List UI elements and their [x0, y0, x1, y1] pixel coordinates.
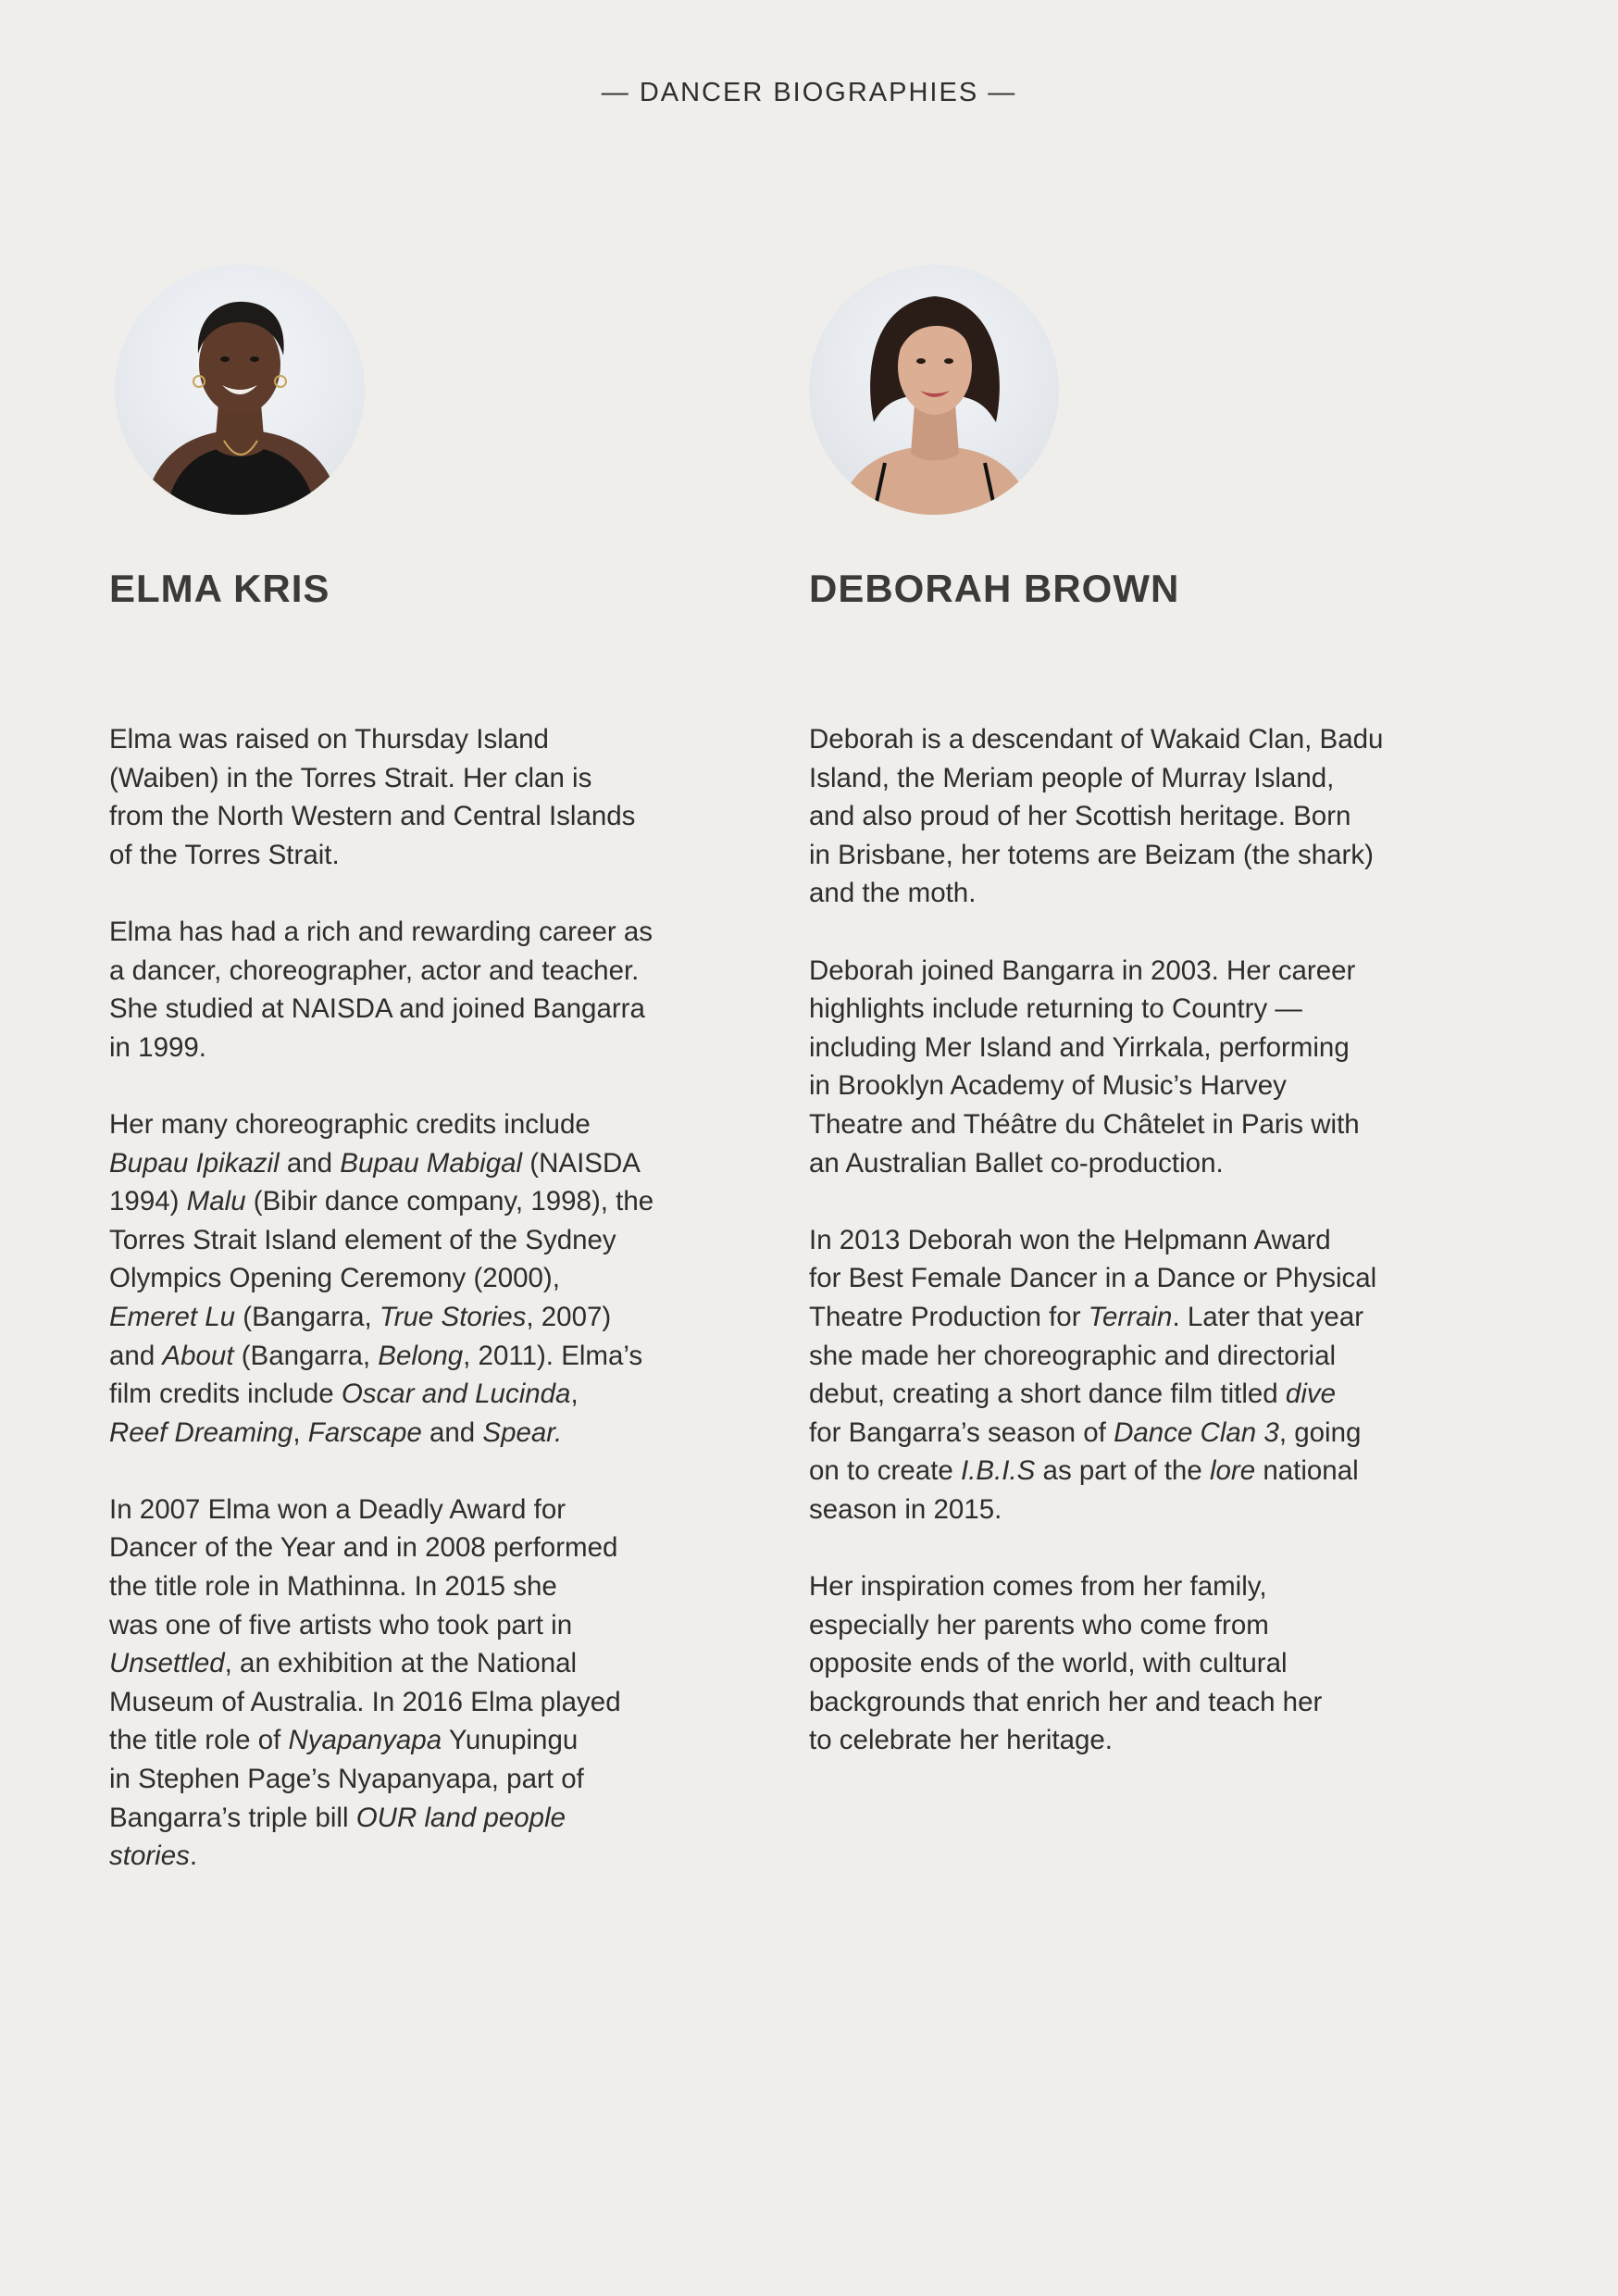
bio-line: and the moth.	[809, 878, 977, 909]
bio-line: Museum of Australia. In 2016 Elma played	[109, 1686, 621, 1717]
italic-title: Unsettled	[109, 1648, 225, 1679]
bio-paragraph	[109, 913, 739, 1067]
bio-line: on to create I.B.I.S as part of the lore national	[809, 1455, 1359, 1487]
italic-title: I.B.I.S	[961, 1455, 1036, 1487]
bio-line: film credits include Oscar and Lucinda,	[109, 1379, 579, 1410]
bio-line: Bupau Ipikazil and Bupau Mabigal (NAISDA	[109, 1147, 641, 1179]
bio-line: Olympics Opening Ceremony (2000),	[109, 1263, 560, 1294]
bio-line: in 1999.	[109, 1031, 206, 1063]
bio-line: was one of five artists who took part in	[109, 1609, 573, 1641]
italic-title: Spear.	[482, 1416, 563, 1448]
italic-title: lore	[1209, 1455, 1256, 1487]
italic-title: Oscar and Lucinda	[341, 1379, 571, 1410]
italic-title: Dance Clan 3	[1114, 1416, 1279, 1448]
italic-title: About	[162, 1340, 234, 1371]
bio-line: the title role of Nyapanyapa Yunupingu	[109, 1725, 579, 1756]
bio-paragraph	[809, 1567, 1438, 1760]
bio-line: Unsettled, an exhibition at the National	[109, 1648, 578, 1679]
italic-title: Reef Dreaming	[109, 1416, 293, 1448]
bio-line: especially her parents who come from	[809, 1609, 1269, 1641]
bio-line: in Brisbane, her totems are Beizam (the shark)	[809, 839, 1374, 870]
bio-line: of the Torres Strait.	[109, 839, 340, 870]
bio-line: an Australian Ballet co-production.	[809, 1147, 1224, 1179]
bio-line: to celebrate her heritage.	[809, 1725, 1113, 1756]
bio-line: Dancer of the Year and in 2008 performed	[109, 1532, 618, 1564]
bio-paragraph	[809, 720, 1438, 913]
bio-line: In 2013 Deborah won the Helpmann Award	[809, 1224, 1331, 1255]
italic-title: Malu	[186, 1186, 246, 1217]
italic-title: Bupau Ipikazil	[109, 1147, 280, 1179]
portrait-photo-deborah-brown	[809, 265, 1059, 515]
italic-title: dive	[1285, 1379, 1337, 1410]
bio-line: (Waiben) in the Torres Strait. Her clan is	[109, 762, 592, 793]
page-title: — DANCER BIOGRAPHIES —	[601, 78, 1017, 107]
bio-line: in Brooklyn Academy of Music’s Harvey	[809, 1070, 1287, 1102]
bio-line: Reef Dreaming, Farscape and Spear.	[109, 1416, 563, 1448]
bio-line: Elma was raised on Thursday Island	[109, 724, 549, 755]
portrait-photo-elma-kris	[115, 265, 365, 515]
portrait-photo-icon	[115, 265, 365, 515]
bio-line: Emeret Lu (Bangarra, True Stories, 2007)	[109, 1301, 612, 1332]
italic-title: Emeret Lu	[109, 1301, 236, 1332]
bio-line: Her inspiration comes from her family,	[809, 1571, 1267, 1603]
bio-line: season in 2015.	[809, 1493, 1002, 1525]
dancer-name-elma-kris: ELMA KRIS	[109, 567, 330, 610]
bio-line: Torres Strait Island element of the Sydney	[109, 1224, 616, 1255]
bio-line: debut, creating a short dance film titled dive	[809, 1379, 1337, 1410]
italic-title: Belong	[378, 1340, 464, 1371]
bio-line: Bangarra’s triple bill OUR land people	[109, 1802, 566, 1833]
bio-line: opposite ends of the world, with cultural	[809, 1648, 1288, 1679]
italic-title: OUR land people	[355, 1802, 566, 1833]
bio-paragraph	[809, 1221, 1438, 1529]
bio-line: in Stephen Page’s Nyapanyapa, part of	[109, 1764, 584, 1795]
bio-line: Her many choreographic credits include	[109, 1108, 591, 1140]
dancer-name-deborah-brown: DEBORAH BROWN	[809, 567, 1180, 610]
dancer-bio-elma-kris	[109, 720, 739, 1914]
bio-line: Elma has had a rich and rewarding career as	[109, 916, 653, 947]
italic-title: Bupau Mabigal	[340, 1147, 523, 1179]
bio-line: Deborah joined Bangarra in 2003. Her career	[809, 955, 1356, 986]
portrait-photo-icon	[809, 265, 1059, 515]
bio-line: and About (Bangarra, Belong, 2011). Elma’s	[109, 1340, 643, 1371]
bio-line: a dancer, choreographer, actor and teacher.	[109, 955, 640, 986]
bio-line: stories.	[109, 1841, 198, 1872]
bio-line: and also proud of her Scottish heritage. Born	[809, 801, 1351, 832]
bio-paragraph	[109, 1491, 739, 1876]
italic-title: Nyapanyapa	[288, 1725, 442, 1756]
bio-line: In 2007 Elma won a Deadly Award for	[109, 1493, 566, 1525]
bio-line: for Bangarra’s season of Dance Clan 3, going	[809, 1416, 1362, 1448]
bio-line: Theatre Production for Terrain. Later that year	[809, 1301, 1364, 1332]
bio-line: Deborah is a descendant of Wakaid Clan, Badu	[809, 724, 1384, 755]
italic-title: stories	[109, 1841, 190, 1872]
bio-line: Island, the Meriam people of Murray Island,	[809, 762, 1335, 793]
bio-line: the title role in Mathinna. In 2015 she	[109, 1571, 557, 1603]
bio-paragraph	[109, 1105, 739, 1452]
bio-line: She studied at NAISDA and joined Bangarra	[109, 993, 645, 1025]
bio-line: backgrounds that enrich her and teach her	[809, 1686, 1323, 1717]
dancer-bio-deborah-brown	[809, 720, 1438, 1799]
bio-line: 1994) Malu (Bibir dance company, 1998), the	[109, 1186, 654, 1217]
italic-title: True Stories	[379, 1301, 527, 1332]
bio-line: Theatre and Théâtre du Châtelet in Paris with	[809, 1108, 1360, 1140]
bio-paragraph	[109, 720, 739, 874]
bio-line: from the North Western and Central Islands	[109, 801, 636, 832]
bio-line: highlights include returning to Country —	[809, 993, 1302, 1025]
bio-paragraph	[809, 952, 1438, 1183]
bio-line: she made her choreographic and directorial	[809, 1340, 1337, 1371]
bio-line: for Best Female Dancer in a Dance or Physical	[809, 1263, 1377, 1294]
italic-title: Farscape	[307, 1416, 422, 1448]
italic-title: Terrain	[1088, 1301, 1173, 1332]
bio-line: including Mer Island and Yirrkala, performing	[809, 1031, 1350, 1063]
